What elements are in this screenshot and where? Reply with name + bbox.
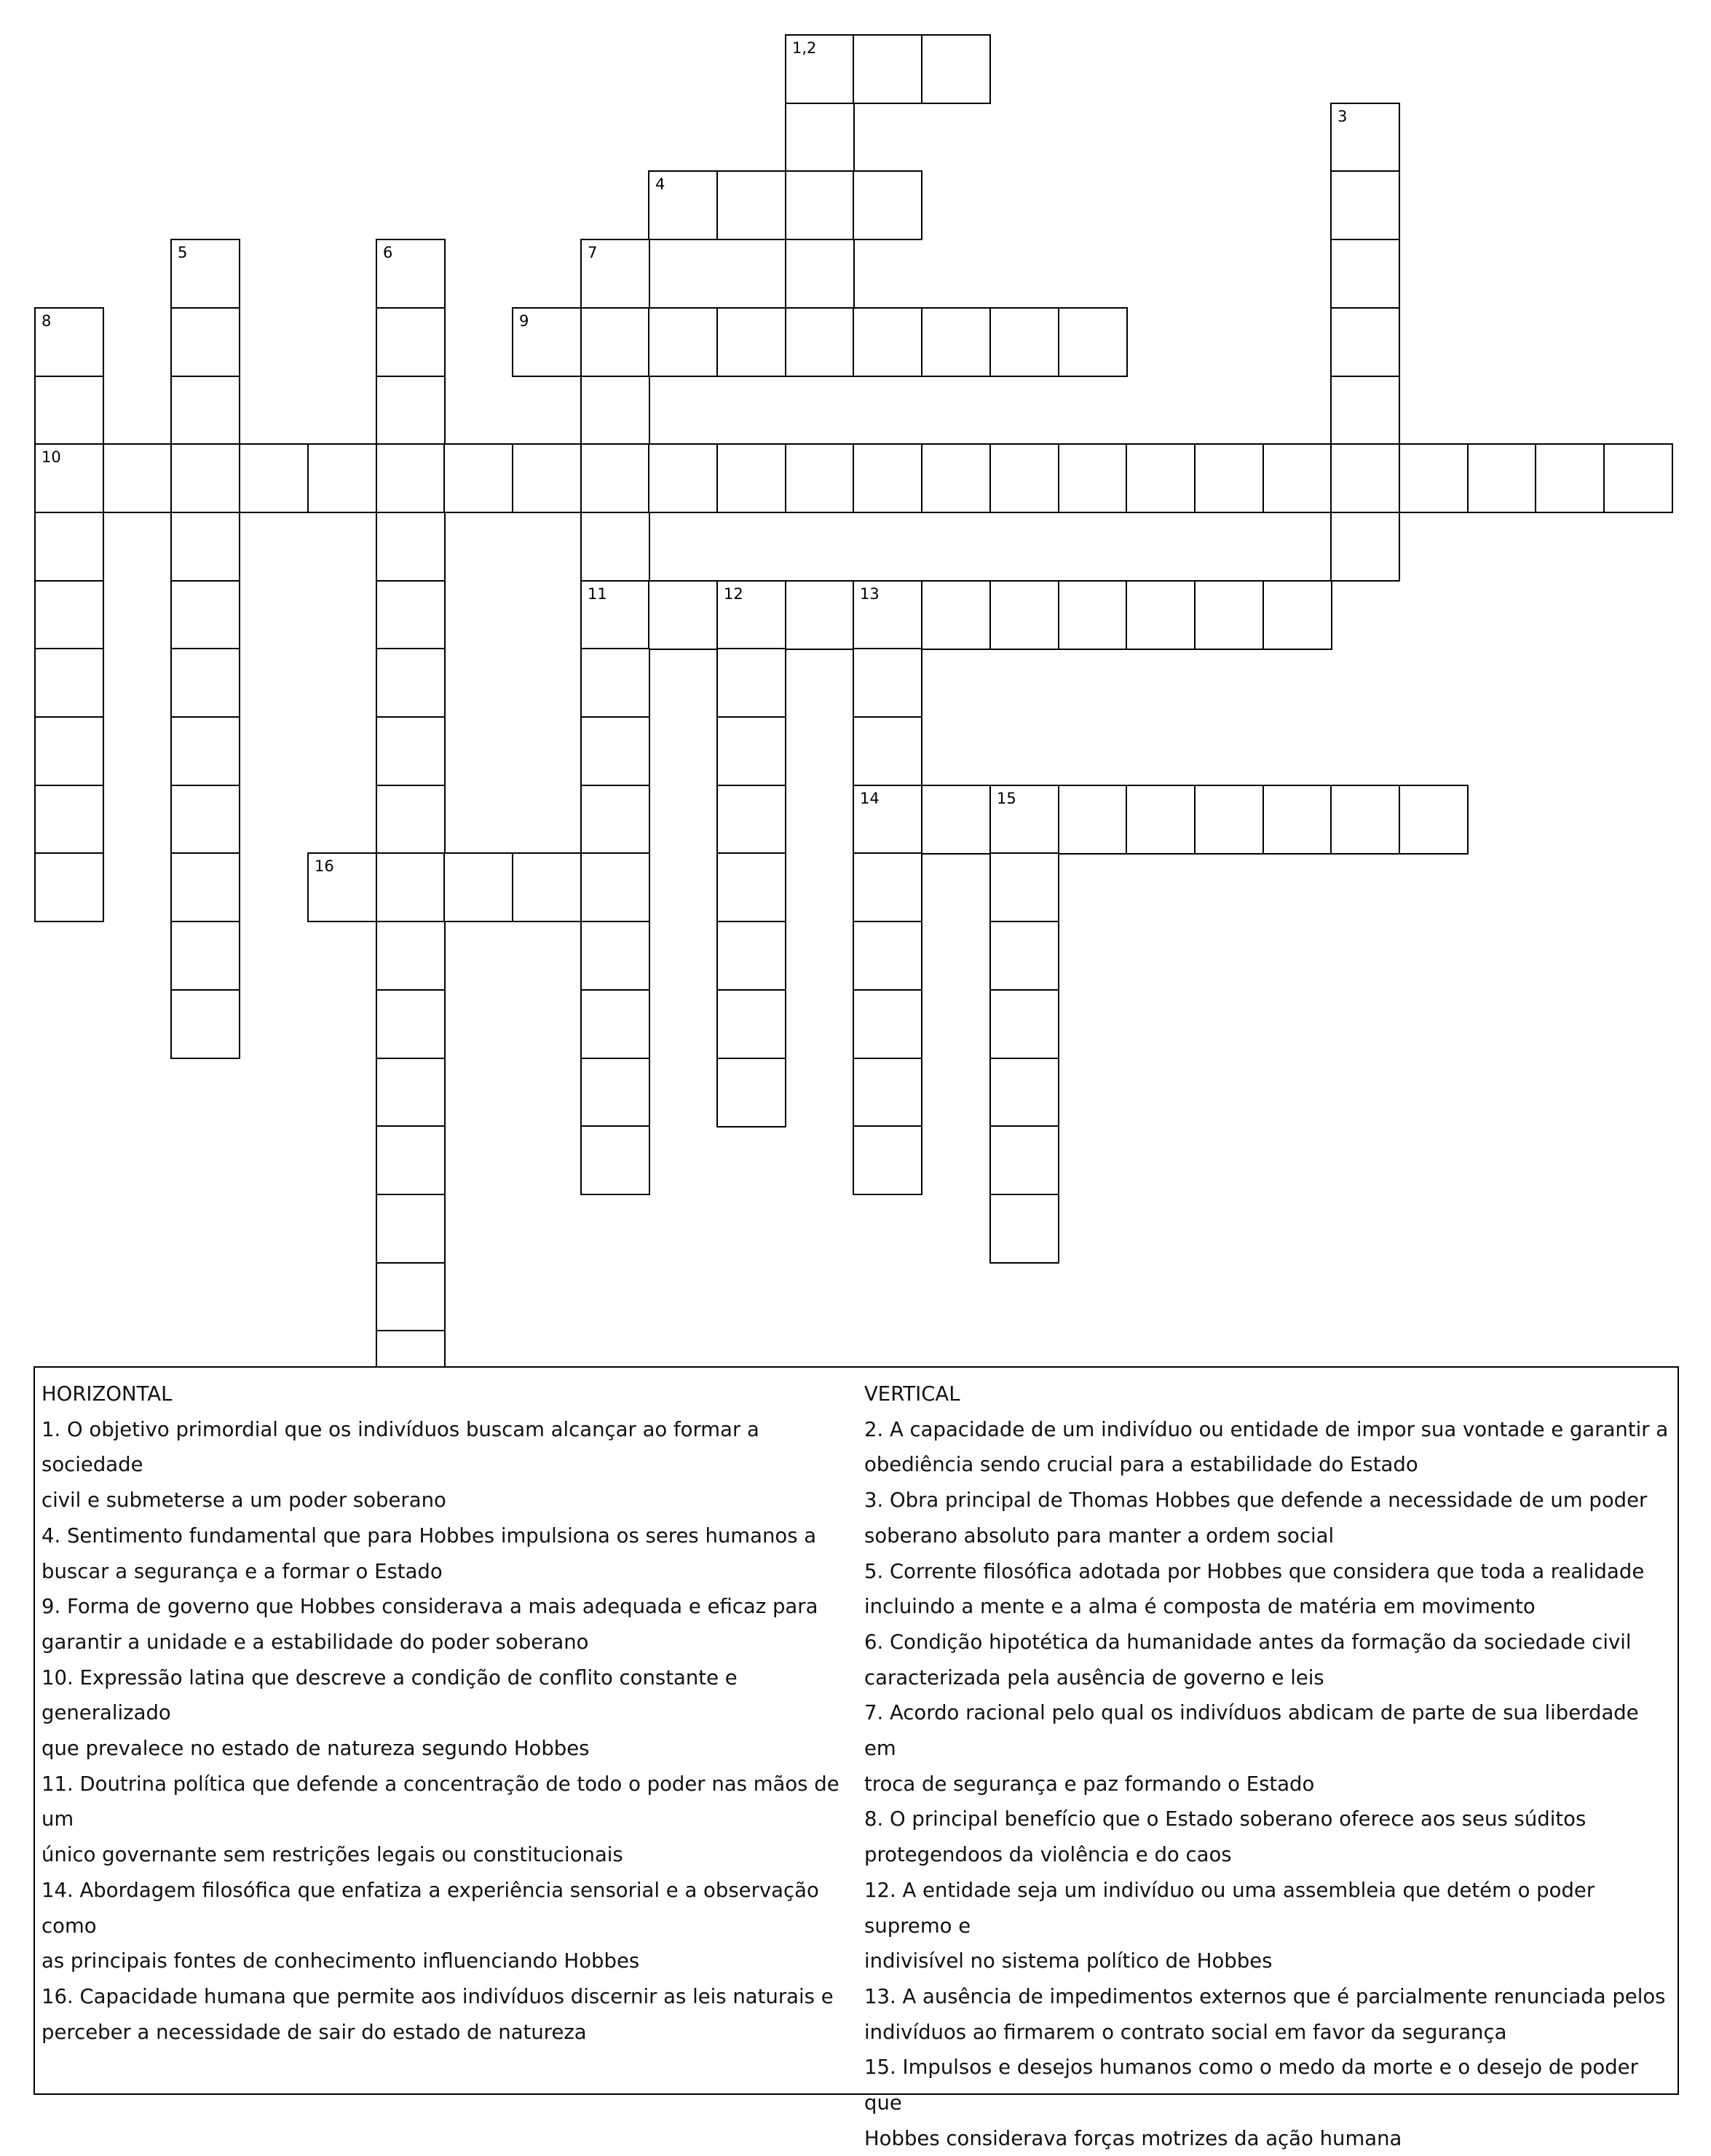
grid-cell[interactable] — [1262, 580, 1332, 650]
clue-line: incluindo a mente e a alma é composta de matéria em movimento — [864, 1595, 1536, 1619]
clue-number: 16 — [315, 857, 334, 875]
grid-cell[interactable] — [580, 989, 650, 1059]
grid-cell[interactable] — [170, 307, 240, 377]
horizontal-heading: HORIZONTAL — [42, 1382, 173, 1406]
grid-cell[interactable] — [376, 989, 446, 1059]
grid-cell[interactable] — [853, 785, 922, 855]
grid-cell[interactable] — [34, 648, 104, 718]
grid-cell[interactable] — [921, 307, 991, 377]
grid-cell[interactable] — [785, 170, 855, 240]
clue-line: caracterizada pela ausência de governo e leis — [864, 1665, 1324, 1689]
grid-cell[interactable] — [580, 716, 650, 786]
grid-cell[interactable] — [376, 239, 446, 309]
grid-cell[interactable] — [34, 307, 104, 377]
grid-cell[interactable] — [512, 307, 582, 377]
grid-cell[interactable] — [853, 443, 922, 513]
grid-cell[interactable] — [989, 852, 1059, 922]
grid-cell[interactable] — [1330, 170, 1400, 240]
grid-cell[interactable] — [376, 852, 446, 922]
grid-cell[interactable] — [170, 443, 240, 513]
grid-cell[interactable] — [580, 785, 650, 855]
clue-line: Hobbes considerava forças motrizes da ação humana — [864, 2126, 1402, 2150]
grid-cell[interactable] — [921, 443, 991, 513]
grid-cell[interactable] — [512, 852, 582, 922]
horizontal-clues — [42, 1376, 853, 2050]
clue-number: 4 — [655, 175, 665, 193]
grid-cell[interactable] — [170, 716, 240, 786]
clue-line: garantir a unidade e a estabilidade do poder soberano — [42, 1630, 589, 1654]
clue-number: 3 — [1337, 108, 1348, 125]
grid-cell[interactable] — [648, 580, 718, 650]
clue-line: indivisível no sistema político de Hobbes — [864, 1949, 1273, 1973]
vertical-clue-list — [864, 1412, 1676, 2156]
grid-cell[interactable] — [716, 716, 786, 786]
grid-cell[interactable] — [785, 443, 855, 513]
clue-number: 1,2 — [792, 39, 817, 57]
grid-cell[interactable] — [853, 1125, 922, 1195]
grid-cell[interactable] — [1330, 307, 1400, 377]
grid-cell[interactable] — [1262, 785, 1332, 855]
grid-cell[interactable] — [580, 852, 650, 922]
grid-cell[interactable] — [1330, 512, 1400, 582]
grid-cell[interactable] — [376, 921, 446, 991]
grid-cell[interactable] — [921, 580, 991, 650]
clue-number: 8 — [42, 312, 52, 330]
grid-cell[interactable] — [580, 239, 650, 309]
clue-line: 12. A entidade seja um indivíduo ou uma assembleia que detém o poder supremo e — [864, 1878, 1595, 1938]
grid-cell[interactable] — [170, 376, 240, 445]
grid-cell[interactable] — [512, 443, 582, 513]
clue-line: 10. Expressão latina que descreve a condição de conflito constante e generalizado — [42, 1665, 738, 1725]
grid-cell[interactable] — [376, 785, 446, 855]
grid-cell[interactable] — [1467, 443, 1537, 513]
clue-line: perceber a necessidade de sair do estado de natureza — [42, 2020, 587, 2044]
grid-cell[interactable] — [376, 580, 446, 650]
grid-cell[interactable] — [376, 1262, 446, 1332]
clue-line: 4. Sentimento fundamental que para Hobbes impulsiona os seres humanos a — [42, 1523, 817, 1547]
grid-cell[interactable] — [34, 443, 104, 513]
grid-cell[interactable] — [1399, 443, 1469, 513]
grid-cell[interactable] — [580, 1058, 650, 1127]
grid-cell[interactable] — [1330, 239, 1400, 309]
clue-line: buscar a segurança e a formar o Estado — [42, 1559, 443, 1583]
grid-cell[interactable] — [103, 443, 173, 513]
clue-line: 2. A capacidade de um indivíduo ou entidade de impor sua vontade e garantir a — [864, 1417, 1669, 1441]
grid-cell[interactable] — [1126, 443, 1196, 513]
grid-cell[interactable] — [853, 648, 922, 718]
grid-cell[interactable] — [785, 103, 855, 173]
grid-cell[interactable] — [648, 307, 718, 377]
grid-cell[interactable] — [1194, 443, 1264, 513]
clue-number: 7 — [588, 244, 598, 261]
grid-cell[interactable] — [648, 170, 718, 240]
grid-cell[interactable] — [580, 512, 650, 582]
grid-cell[interactable] — [853, 580, 922, 650]
grid-cell[interactable] — [170, 648, 240, 718]
grid-cell[interactable] — [989, 307, 1059, 377]
grid-cell[interactable] — [989, 785, 1059, 855]
grid-cell[interactable] — [716, 443, 786, 513]
horizontal-clue-list — [42, 1412, 853, 2050]
grid-cell[interactable] — [853, 34, 922, 104]
clue-number: 12 — [724, 585, 743, 603]
grid-cell[interactable] — [921, 34, 991, 104]
grid-cell[interactable] — [716, 989, 786, 1059]
grid-cell[interactable] — [1399, 785, 1469, 855]
grid-cell[interactable] — [1126, 785, 1196, 855]
grid-cell[interactable] — [853, 1058, 922, 1127]
clue-line: 11. Doutrina política que defende a concentração de todo o poder nas mãos de um — [42, 1772, 839, 1831]
grid-cell[interactable] — [921, 785, 991, 855]
grid-cell[interactable] — [376, 512, 446, 582]
clue-line: 14. Abordagem filosófica que enfatiza a experiência sensorial e a observação como — [42, 1878, 819, 1938]
clue-number: 5 — [178, 244, 188, 261]
clue-number: 10 — [42, 448, 61, 466]
grid-cell[interactable] — [1058, 580, 1128, 650]
grid-cell[interactable] — [170, 921, 240, 991]
grid-cell[interactable] — [580, 648, 650, 718]
clue-line: 5. Corrente filosófica adotada por Hobbes que considera que toda a realidade — [864, 1559, 1645, 1583]
grid-cell[interactable] — [376, 716, 446, 786]
clue-line: 15. Impulsos e desejos humanos como o medo da morte e o desejo de poder que — [864, 2056, 1638, 2115]
clue-line: que prevalece no estado de natureza segundo Hobbes — [42, 1737, 590, 1761]
clue-line: 7. Acordo racional pelo qual os indivíduos abdicam de parte de sua liberdade em — [864, 1701, 1639, 1761]
vertical-heading: VERTICAL — [864, 1382, 960, 1406]
grid-cell[interactable] — [989, 1194, 1059, 1264]
clue-number: 14 — [860, 790, 880, 807]
grid-cell[interactable] — [853, 852, 922, 922]
grid-cell[interactable] — [716, 1058, 786, 1127]
clue-line: 1. O objetivo primordial que os indivíduos buscam alcançar ao formar a sociedade — [42, 1417, 759, 1477]
grid-cell[interactable] — [580, 376, 650, 445]
grid-cell[interactable] — [170, 852, 240, 922]
grid-cell[interactable] — [716, 580, 786, 650]
grid-cell[interactable] — [376, 376, 446, 445]
grid-cell[interactable] — [170, 512, 240, 582]
grid-cell[interactable] — [716, 307, 786, 377]
grid-cell[interactable] — [648, 443, 718, 513]
clue-line: civil e submeterse a um poder soberano — [42, 1489, 446, 1513]
grid-cell[interactable] — [989, 443, 1059, 513]
grid-cell[interactable] — [34, 716, 104, 786]
vertical-clues — [864, 1376, 1676, 2156]
grid-cell[interactable] — [853, 989, 922, 1059]
grid-cell[interactable] — [443, 443, 513, 513]
grid-cell[interactable] — [34, 580, 104, 650]
grid-cell[interactable] — [716, 852, 786, 922]
grid-cell[interactable] — [170, 785, 240, 855]
grid-cell[interactable] — [580, 580, 650, 650]
grid-cell[interactable] — [989, 1125, 1059, 1195]
grid-cell[interactable] — [785, 34, 855, 104]
grid-cell[interactable] — [989, 580, 1059, 650]
grid-cell[interactable] — [1535, 443, 1605, 513]
grid-cell[interactable] — [989, 1058, 1059, 1127]
grid-cell[interactable] — [785, 239, 855, 309]
clue-line: protegendoos da violência e do caos — [864, 1843, 1232, 1867]
grid-cell[interactable] — [1058, 443, 1128, 513]
grid-cell[interactable] — [1330, 785, 1400, 855]
grid-cell[interactable] — [716, 648, 786, 718]
grid-cell[interactable] — [170, 989, 240, 1059]
grid-cell[interactable] — [1058, 785, 1128, 855]
grid-cell[interactable] — [34, 512, 104, 582]
grid-cell[interactable] — [376, 307, 446, 377]
clue-line: 9. Forma de governo que Hobbes considerava a mais adequada e eficaz para — [42, 1595, 818, 1619]
grid-cell[interactable] — [580, 1125, 650, 1195]
grid-cell[interactable] — [239, 443, 309, 513]
grid-cell[interactable] — [853, 716, 922, 786]
grid-cell[interactable] — [716, 921, 786, 991]
grid-cell[interactable] — [580, 921, 650, 991]
grid-cell[interactable] — [716, 170, 786, 240]
grid-cell[interactable] — [1058, 307, 1128, 377]
grid-cell[interactable] — [1330, 103, 1400, 173]
grid-cell[interactable] — [170, 239, 240, 309]
grid-cell[interactable] — [34, 785, 104, 855]
clue-line: indivíduos ao firmarem o contrato social em favor da segurança — [864, 2020, 1507, 2044]
grid-cell[interactable] — [716, 785, 786, 855]
grid-cell[interactable] — [989, 921, 1059, 991]
grid-cell[interactable] — [376, 1058, 446, 1127]
grid-cell[interactable] — [1262, 443, 1332, 513]
grid-cell[interactable] — [1126, 580, 1196, 650]
grid-cell[interactable] — [443, 852, 513, 922]
grid-cell[interactable] — [307, 852, 377, 922]
grid-cell[interactable] — [853, 307, 922, 377]
clue-number: 9 — [519, 312, 529, 330]
clue-number: 6 — [383, 244, 393, 261]
clues-box — [33, 1366, 1679, 2150]
grid-cell[interactable] — [1194, 785, 1264, 855]
grid-cell[interactable] — [1330, 443, 1400, 513]
clue-line: troca de segurança e paz formando o Estado — [864, 1772, 1315, 1796]
grid-cell[interactable] — [376, 1125, 446, 1195]
grid-cell[interactable] — [376, 1194, 446, 1264]
grid-cell[interactable] — [376, 443, 446, 513]
grid-cell[interactable] — [580, 443, 650, 513]
grid-cell[interactable] — [34, 852, 104, 922]
grid-cell[interactable] — [170, 580, 240, 650]
grid-cell[interactable] — [853, 921, 922, 991]
grid-cell[interactable] — [1194, 580, 1264, 650]
clue-line: 3. Obra principal de Thomas Hobbes que defende a necessidade de um poder — [864, 1489, 1648, 1513]
grid-cell[interactable] — [1330, 376, 1400, 445]
clue-line: as principais fontes de conhecimento influenciando Hobbes — [42, 1949, 640, 1973]
grid-cell[interactable] — [1603, 443, 1673, 513]
clue-line: 8. O principal benefício que o Estado soberano oferece aos seus súditos — [864, 1807, 1586, 1831]
grid-cell[interactable] — [580, 307, 650, 377]
grid-cell[interactable] — [785, 307, 855, 377]
clue-number: 15 — [997, 790, 1016, 807]
grid-cell[interactable] — [785, 580, 855, 650]
clue-line: obediência sendo crucial para a estabilidade do Estado — [864, 1453, 1418, 1477]
clue-line: 13. A ausência de impedimentos externos que é parcialmente renunciada pelos — [864, 1984, 1666, 2008]
grid-cell[interactable] — [989, 989, 1059, 1059]
grid-cell[interactable] — [853, 170, 922, 240]
clue-line: soberano absoluto para manter a ordem social — [864, 1523, 1335, 1547]
clue-line: 6. Condição hipotética da humanidade antes da formação da sociedade civil — [864, 1630, 1632, 1654]
grid-cell[interactable] — [376, 648, 446, 718]
grid-cell[interactable] — [34, 376, 104, 445]
clue-line: único governante sem restrições legais ou constitucionais — [42, 1843, 623, 1867]
grid-cell[interactable] — [307, 443, 377, 513]
clue-line: 16. Capacidade humana que permite aos indivíduos discernir as leis naturais e — [42, 1984, 834, 2008]
clue-number: 13 — [860, 585, 880, 603]
clue-number: 11 — [588, 585, 607, 603]
